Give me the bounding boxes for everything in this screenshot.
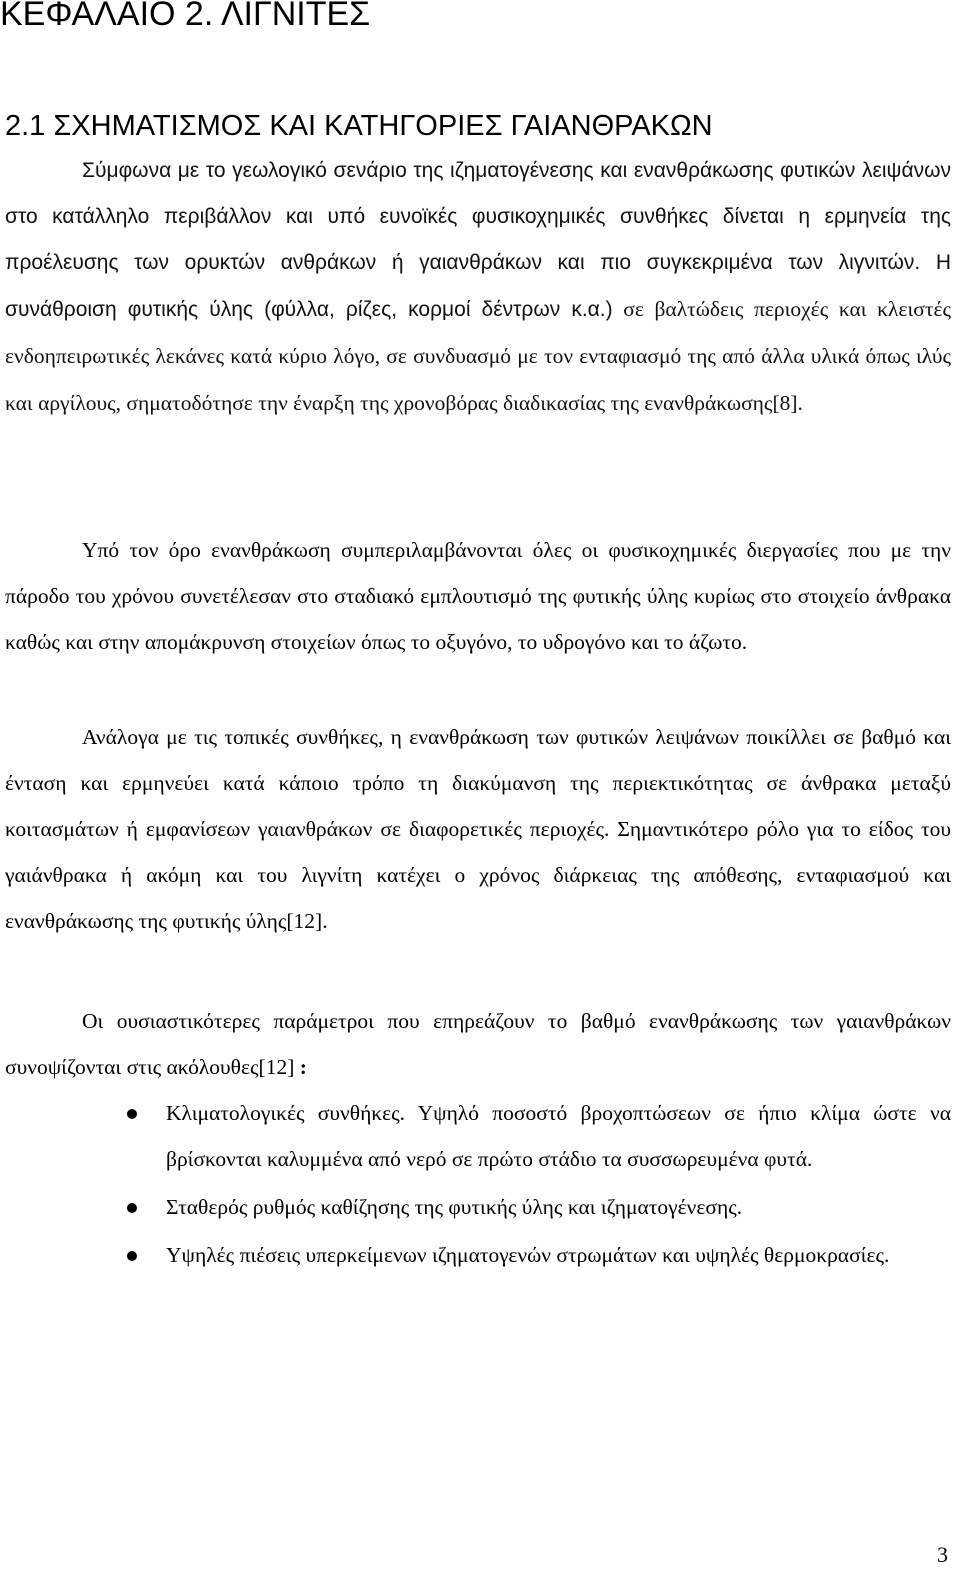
page-number: 3 <box>937 1542 948 1567</box>
bullet-dot-icon <box>127 1109 137 1119</box>
paragraph-2: Υπό τον όρο ενανθράκωση συμπεριλαμβάνονται όλες οι φυσικοχημικές διεργασίες που με την πάροδο του χρόνου συνετέλεσαν στο σταδιακό εμπλουτισμό της φυτικής ύλης κυρίως στο στοιχείο άνθρακα καθώς και στην απομάκρυνση στοιχείων όπως το οξυγόνο, το υδρογόνο και το άζωτο. <box>5 538 951 654</box>
paragraph-1-sans-part: Σύμφωνα με το γεωλογικό σενάριο της ιζηματογένεσης και ενανθράκωσης φυτικών λειψάνων στο κατάλληλο περιβάλλον και υπό ευνοϊκές φυσικοχημικές συνθήκες δίνεται η ερμηνεία της προέλευσης των ορυκτών ανθράκων ή γαιανθράκων και πιο συγκεκριμένα των λιγνιτών. Η συνάθροιση φυτικής ύλης (φύλλα, ρίζες, κορμοί δέντρων κ.α.) <box>5 159 951 321</box>
list-item-text: Σταθερός ρυθμός καθίζησης της φυτικής ύλης και ιζηματογένεσης. <box>166 1195 743 1219</box>
bullet-list <box>0 1090 951 1280</box>
list-item <box>0 1232 951 1278</box>
paragraph-3: Ανάλογα με τις τοπικές συνθήκες, η ενανθράκωση των φυτικών λειψάνων ποικίλλει σε βαθμό και ένταση και ερμηνεύει κατά κάποιο τρόπο τη διακύμανση της περιεκτικότητας σε άνθρακα μεταξύ κοιτασμάτων ή εμφανίσεων γαιανθράκων σε διαφορετικές περιοχές. Σημαντικότερο ρόλο για το είδος του γαιάνθρακα ή ακόμη και του λιγνίτη κατέχει ο χρόνος διάρκειας της απόθεσης, ενταφιασμού και ενανθράκωσης της φυτικής ύλης[12]. <box>5 725 951 933</box>
paragraph-1 <box>5 148 951 427</box>
paragraph-1-serif-part: σε βαλτώδεις περιοχές και κλειστές ενδοηπειρωτικές λεκάνες κατά κύριο λόγο, σε συνδυασμό με τον ενταφιασμό της από άλλα υλικά όπως ιλύς και αργίλους, σηματοδότησε την έναρξη της χρονοβόρας διαδικασίας της ενανθράκωσης[8]. <box>5 297 951 415</box>
bullet-dot-icon <box>127 1203 137 1213</box>
bullet-dot-icon <box>127 1251 137 1261</box>
list-item <box>0 1184 951 1230</box>
paragraph-4-text: Οι ουσιαστικότερες παράμετροι που επηρεάζουν το βαθμό ενανθράκωσης των γαιανθράκων συνοψίζονται στις ακόλουθες[12] <box>5 1009 951 1079</box>
paragraph-4 <box>5 998 951 1090</box>
paragraph-4-colon: : <box>299 1055 307 1079</box>
section-title: 2.1 ΣΧΗΜΑΤΙΣΜΟΣ ΚΑΙ ΚΑΤΗΓΟΡΙΕΣ ΓΑΙΑΝΘΡΑΚΩΝ <box>5 110 713 142</box>
chapter-title: ΚΕΦΑΛΑΙΟ 2. ΛΙΓΝΙΤΕΣ <box>0 0 371 33</box>
list-item-text: Κλιματολογικές συνθήκες. Υψηλό ποσοστό βροχοπτώσεων σε ήπιο κλίμα ώστε να βρίσκονται καλυμμένα από νερό σε πρώτο στάδιο τα συσσωρευμένα φυτά. <box>166 1101 951 1171</box>
list-item-text: Υψηλές πιέσεις υπερκείμενων ιζηματογενών στρωμάτων και υψηλές θερμοκρασίες. <box>166 1243 890 1267</box>
list-item <box>0 1090 951 1182</box>
